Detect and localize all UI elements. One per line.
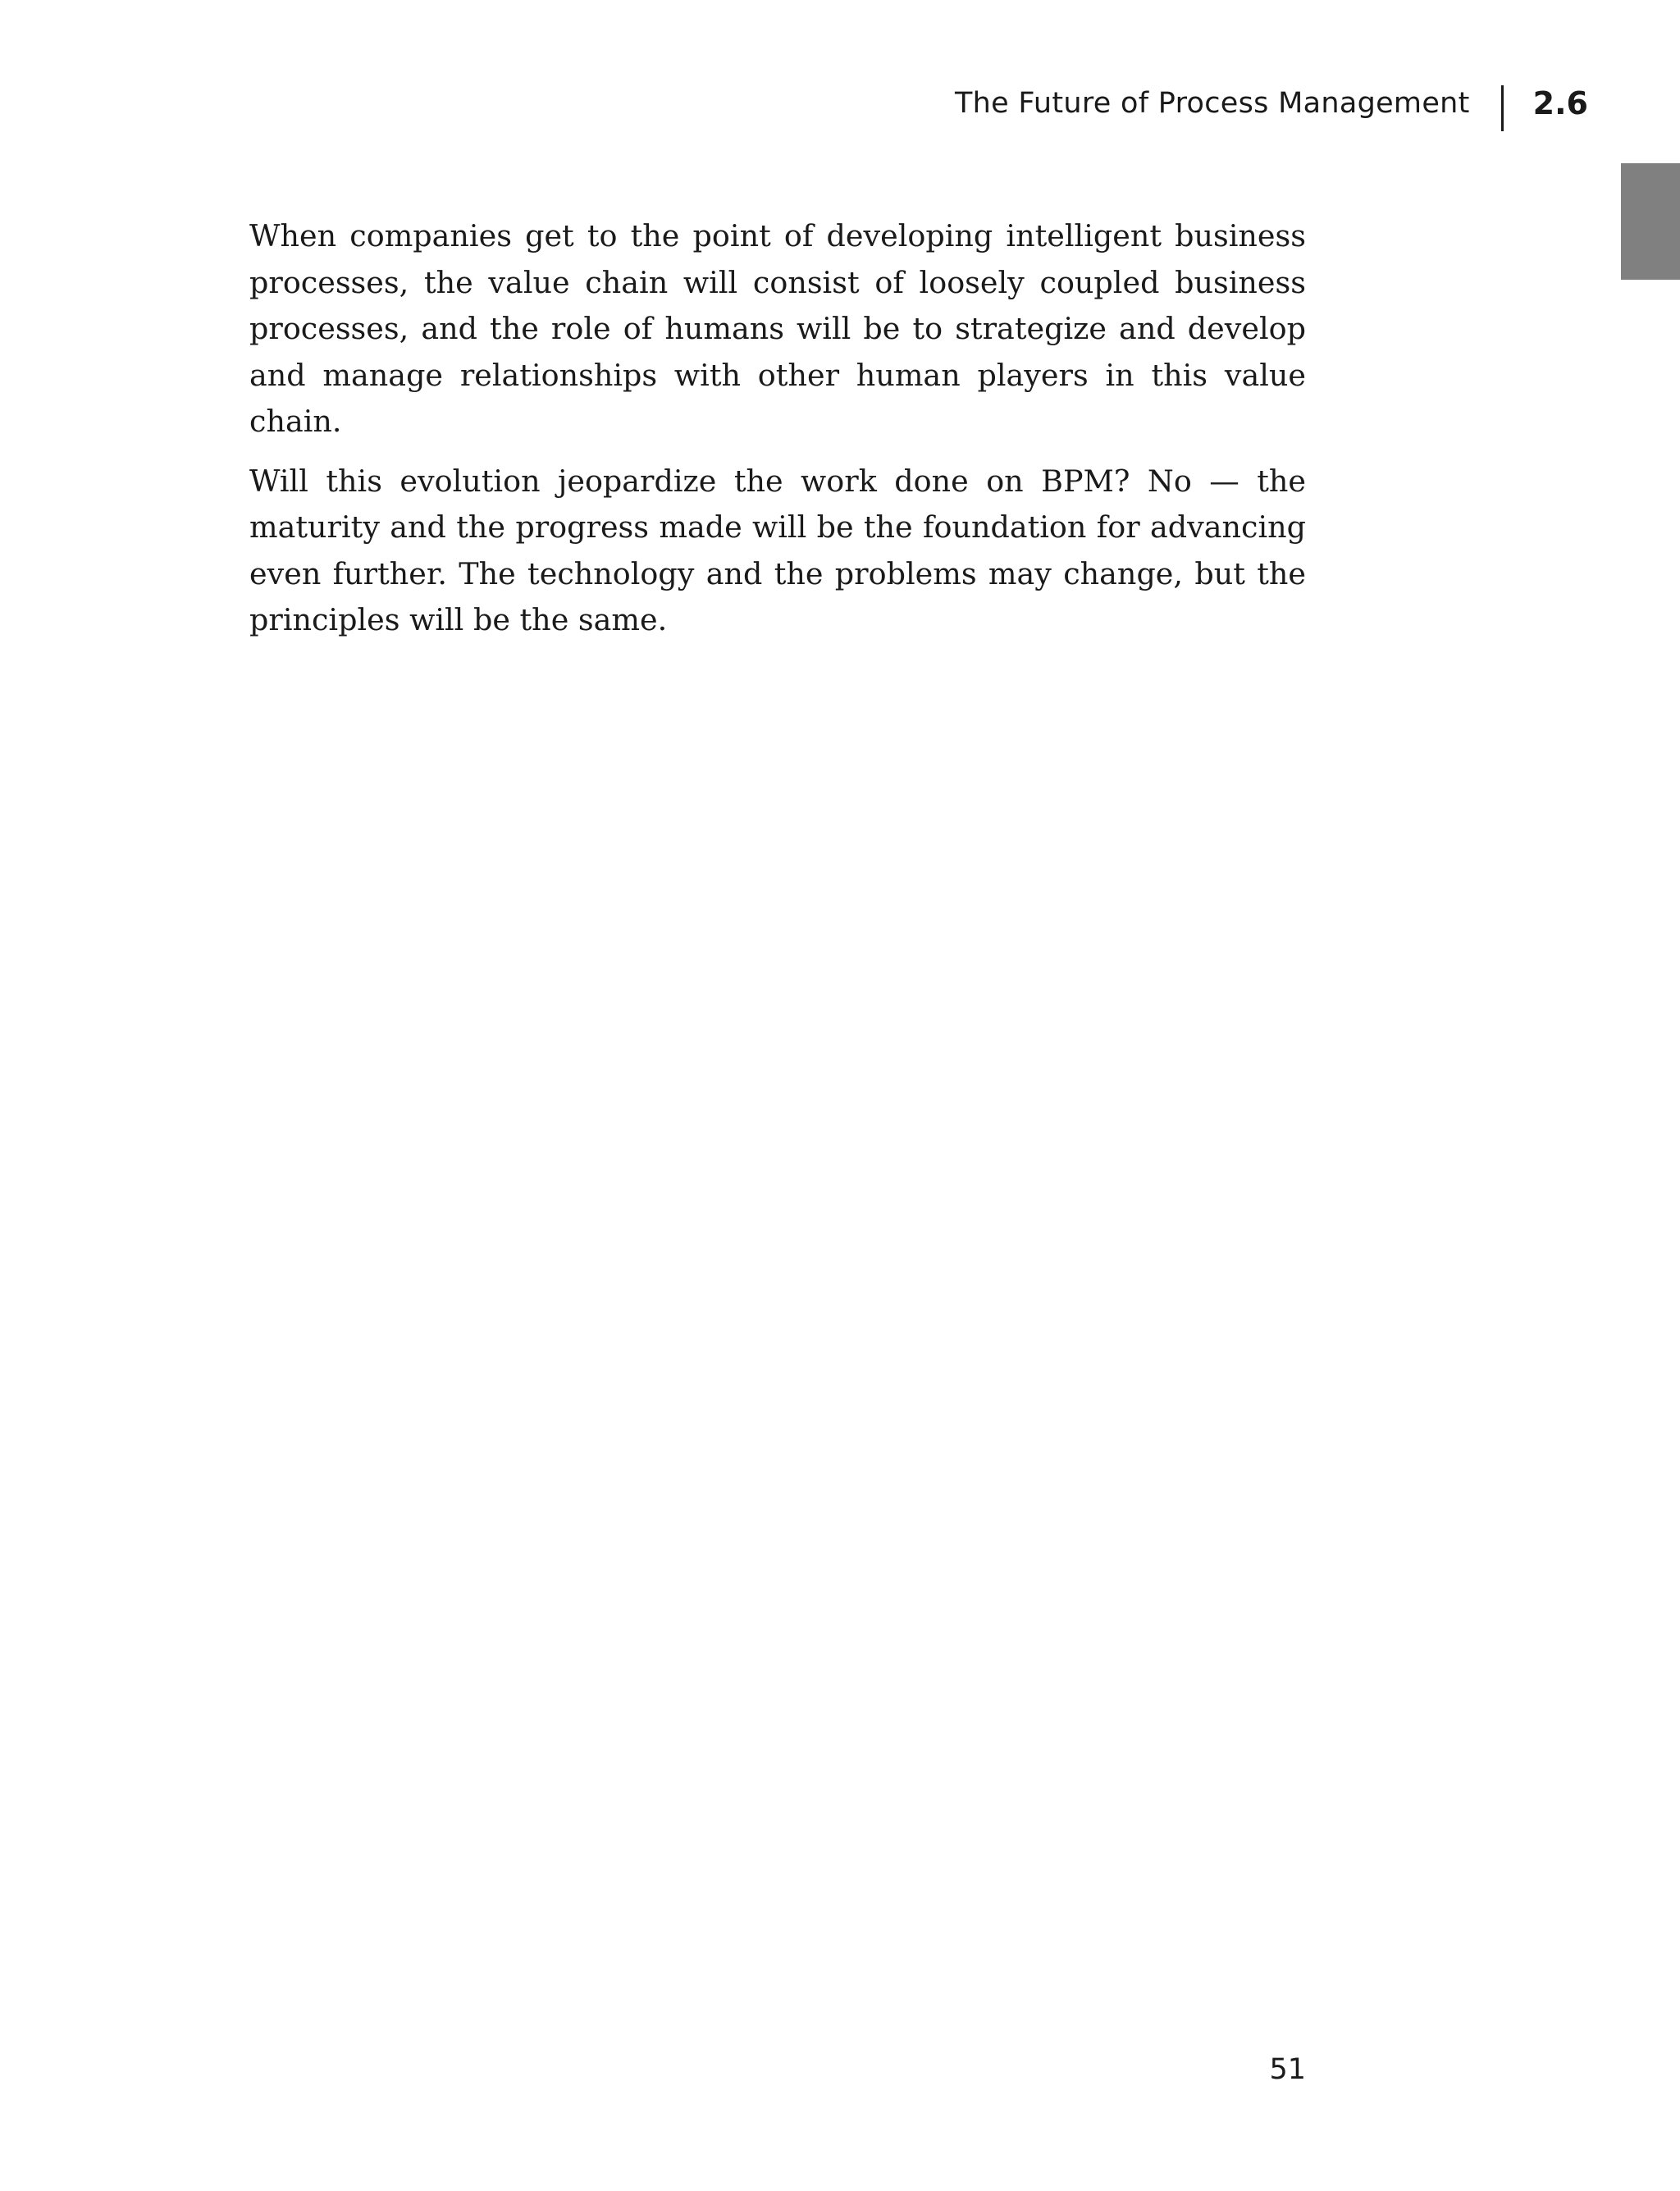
page-number: 51 [1269,2053,1306,2086]
section-number: 2.6 [1532,85,1588,121]
running-header [955,79,1588,128]
header-divider [1501,85,1504,131]
body-text [249,213,1306,657]
paragraph: Will this evolution jeopardize the work done on BPM? No — the maturity and the progress made will be the foundation for advancing even further. The technology and the problems may change, but the principles will be the same. [249,463,1306,637]
paragraph: When companies get to the point of developing intelligent business processes, the value chain will consist of loosely coupled business processes, and the role of humans will be to strategize and develop and manage relationships with other human players in this value chain. [249,218,1306,439]
running-header-title: The Future of Process Management [954,87,1470,120]
chapter-thumb-tab [1621,163,1680,280]
